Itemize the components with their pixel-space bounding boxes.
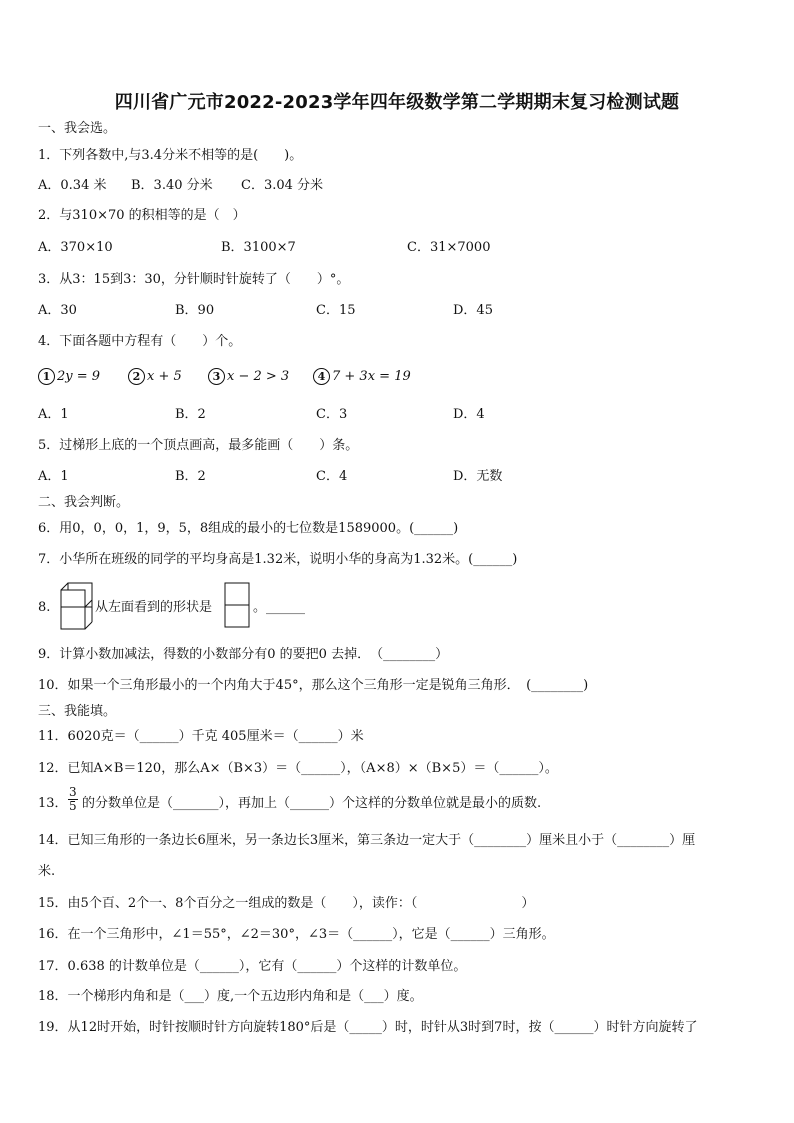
question-15: 15．由5个百、2个一、8个百分之一组成的数是（ ），读作：（ ） xyxy=(38,896,535,911)
question-11: 11．6020克＝（______）千克 405厘米＝（______）米 xyxy=(38,729,364,744)
question-14-line1: 14．已知三角形的一条边长6厘米，另一条边长3厘米，第三条边一定大于（________）厘米且小于（________）厘 xyxy=(38,833,696,848)
question-17: 17．0.638 的计数单位是（______），它有（______）个这样的计数单位。 xyxy=(38,959,467,974)
question-19: 19．从12时开始，时针按顺时针方向旋转180°后是（_____）时，时针从3时到7时，按（______）时针方向旋转了 xyxy=(38,1020,698,1035)
q2-option-b: B．3100×7 xyxy=(221,240,296,255)
q4-option-a: A．1 xyxy=(38,407,69,422)
q8-answer-blank: 。______ xyxy=(253,600,306,615)
q4-option-c: C．3 xyxy=(316,407,348,422)
q2-option-a: A．370×10 xyxy=(38,240,113,255)
section-3-heading: 三、我能填。 xyxy=(38,704,117,719)
question-13: 的分数单位是（_______），再加上（______）个这样的分数单位就是最小的质数. xyxy=(82,796,542,811)
q4-option-d: D．4 xyxy=(453,407,485,422)
q5-option-d: D．无数 xyxy=(453,469,503,484)
page-title: 四川省广元市2022-2023学年四年级数学第二学期期末复习检测试题 xyxy=(114,92,680,113)
question-2: 2．与310×70 的积相等的是（ ） xyxy=(38,208,246,223)
question-9: 9．计算小数加减法，得数的小数部分有0 的要把0 去掉． （________） xyxy=(38,647,449,662)
q4-equation-3: 3 x − 2 > 3 xyxy=(208,368,289,386)
question-6: 6．用0，0，0，1，9，5，8组成的最小的七位数是1589000。(______) xyxy=(38,521,459,536)
circled-number: 1 xyxy=(38,368,55,385)
left-view-shape xyxy=(224,582,252,630)
q3-option-b: B．90 xyxy=(175,303,215,318)
q3-option-d: D．45 xyxy=(453,303,493,318)
q3-option-a: A．30 xyxy=(38,303,77,318)
q2-option-c: C．31×7000 xyxy=(407,240,491,255)
cube-stack-figure xyxy=(60,582,94,632)
fraction-numerator: 3 xyxy=(69,785,77,799)
question-3: 3．从3：15到3：30，分针顺时针旋转了（ ）°。 xyxy=(38,272,350,287)
question-8: 从左面看到的形状是 xyxy=(95,600,213,615)
q8-number: 8. xyxy=(38,600,51,615)
question-4: 4．下面各题中方程有（ ）个。 xyxy=(38,334,242,349)
question-10: 10．如果一个三角形最小的一个内角大于45°，那么这个三角形一定是锐角三角形． (________) xyxy=(38,678,589,693)
question-5: 5．过梯形上底的一个顶点画高，最多能画（ ）条。 xyxy=(38,438,359,453)
section-2-heading: 二、我会判断。 xyxy=(38,495,130,510)
q5-option-a: A．1 xyxy=(38,469,69,484)
section-1-heading: 一、我会选。 xyxy=(38,121,117,136)
fraction-denominator: 5 xyxy=(69,799,77,813)
circled-number: 3 xyxy=(208,368,225,385)
circled-number: 2 xyxy=(128,368,145,385)
q4-equation-2: 2 x + 5 xyxy=(128,368,182,386)
question-12: 12．已知A×B＝120，那么A×（B×3）＝（______），（A×8）×（B×5）＝（______）。 xyxy=(38,761,558,776)
question-1: 1．下列各数中,与3.4分米不相等的是( )。 xyxy=(38,148,303,163)
q1-option-a: A．0.34 米 xyxy=(38,178,107,193)
question-14-line2: 米. xyxy=(38,864,56,879)
q13-fraction xyxy=(66,786,80,813)
q4-equation-4: 4 7 + 3x = 19 xyxy=(313,368,411,386)
question-18: 18．一个梯形内角和是（___）度,一个五边形内角和是（___）度。 xyxy=(38,989,423,1004)
circled-number: 4 xyxy=(313,368,330,385)
q4-option-b: B．2 xyxy=(175,407,206,422)
q1-option-b: B．3.40 分米 xyxy=(131,178,213,193)
q4-equation-1: 1 2y = 9 xyxy=(38,368,100,386)
q3-option-c: C．15 xyxy=(316,303,356,318)
q13-number: 13． xyxy=(38,796,68,811)
question-16: 16．在一个三角形中，∠1＝55°，∠2＝30°，∠3＝（______），它是（______）三角形。 xyxy=(38,927,555,942)
question-7: 7．小华所在班级的同学的平均身高是1.32米，说明小华的身高为1.32米。(______) xyxy=(38,552,518,567)
q5-option-c: C．4 xyxy=(316,469,348,484)
q1-option-c: C．3.04 分米 xyxy=(241,178,324,193)
q5-option-b: B．2 xyxy=(175,469,206,484)
